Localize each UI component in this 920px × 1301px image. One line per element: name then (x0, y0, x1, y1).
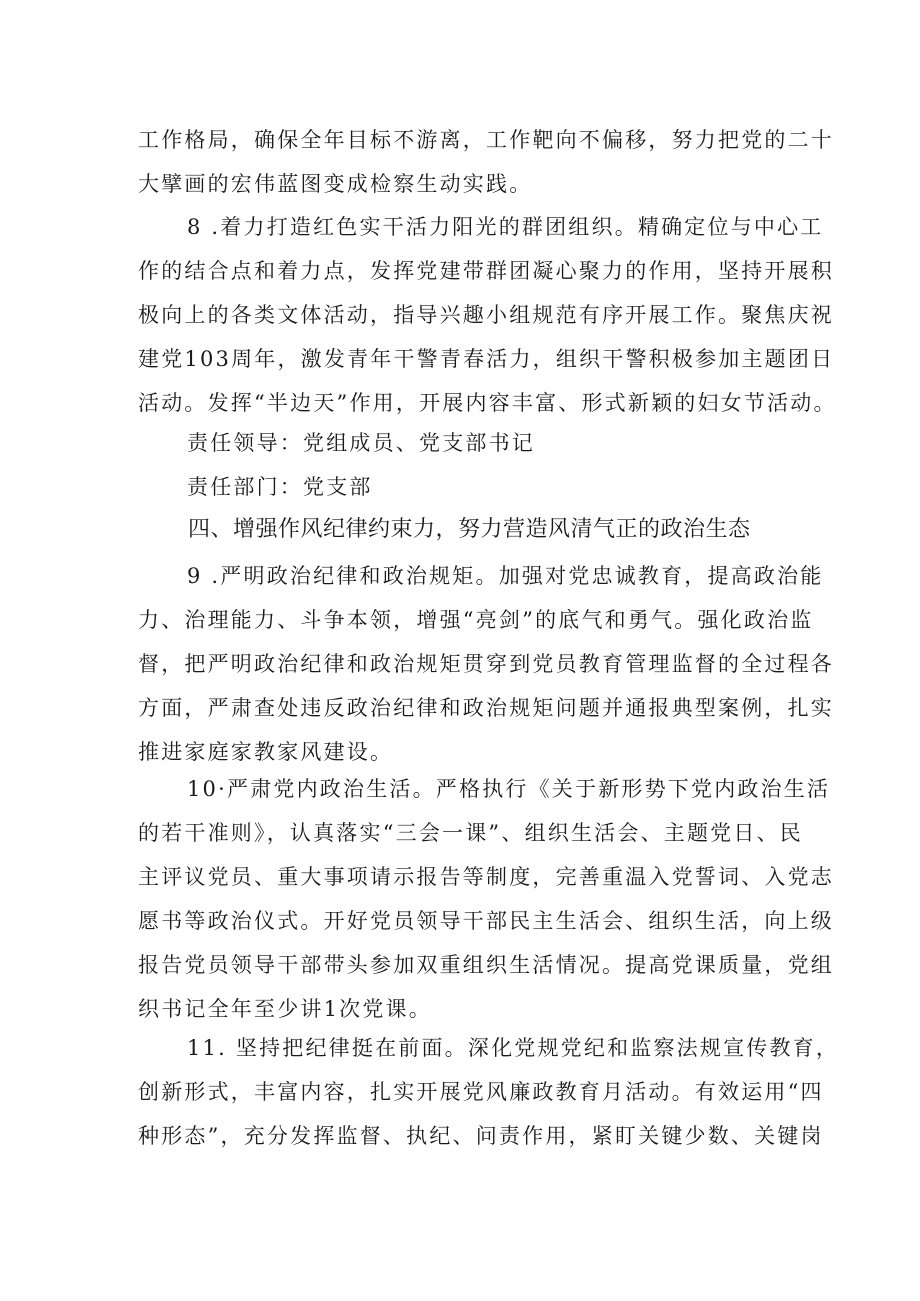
paragraph-intro (138, 118, 834, 206)
text-line: 方面，严肃查处违反政治纪律和政治规矩问题并通报典型案例，扎实 (138, 696, 834, 720)
text-line: 11. 坚持把纪律挺在前面。深化党规党纪和监察法规宣传教育， (187, 1036, 840, 1060)
paragraph-item-10 (138, 767, 834, 1031)
text-line: 建党103周年，激发青年干警青春活力，组织干警积极参加主题团日 (138, 347, 835, 371)
section-heading-4 (138, 508, 788, 552)
paragraph-item-11 (138, 1026, 840, 1158)
paragraph-item-9 (138, 554, 834, 774)
text-line: 10·严肃党内政治生活。严格执行《关于新形势下党内政治生活 (187, 777, 831, 801)
text-line: 报告党员领导干部带头参加双重组织生活情况。提高党课质量，党组 (138, 953, 834, 977)
text-line: 愿书等政治仪式。开好党员领导干部民主生活会、组织生活，向上级 (138, 909, 834, 933)
text-line: 极向上的各类文体活动，指导兴趣小组规范有序开展工作。聚焦庆祝 (138, 303, 834, 327)
text-line: 力、治理能力、斗争本领，增强“亮剑”的底气和勇气。强化政治监 (138, 608, 814, 632)
text-line: 9 .严明政治纪律和政治规矩。加强对党忠诚教育，提高政治能 (187, 564, 824, 588)
text-line: 推进家庭家教家风建设。 (138, 740, 394, 764)
text-line: 活动。发挥“半边天”作用，开展内容丰富、形式新颖的妇女节活动。 (138, 391, 837, 415)
text-line: 创新形式，丰富内容，扎实开展党风廉政教育月活动。有效运用“四 (138, 1080, 824, 1104)
responsibility-block (138, 421, 788, 509)
paragraph-item-8 (138, 205, 837, 425)
text-line: 种形态”，充分发挥监督、执纪、问责作用，紧盯关键少数、关键岗 (138, 1124, 824, 1148)
responsible-leader: 责任领导：党组成员、党支部书记 (187, 431, 535, 455)
text-line: 督，把严明政治纪律和政治规矩贯穿到党员教育管理监督的全过程各 (138, 652, 834, 676)
text-line: 的若干准则》，认真落实“三会一课”、组织生活会、主题党日、民 (138, 821, 803, 845)
text-line: 作的结合点和着力点，发挥党建带群团凝心聚力的作用，坚持开展积 (138, 259, 834, 283)
responsible-department: 责任部门：党支部 (187, 475, 373, 499)
text-line: 8 .着力打造红色实干活力阳光的群团组织。精确定位与中心工 (187, 215, 824, 239)
section-title: 四、增强作风纪律约束力，努力营造风清气正的政治生态 (188, 517, 751, 542)
text-line: 工作格局，确保全年目标不游离，工作靶向不偏移，努力把党的二十 (138, 128, 834, 152)
text-line: 织书记全年至少讲1次党课。 (138, 997, 432, 1021)
text-line: 主评议党员、重大事项请示报告等制度，完善重温入党誓词、入党志 (138, 865, 834, 889)
text-line: 大擘画的宏伟蓝图变成检察生动实践。 (138, 172, 533, 196)
